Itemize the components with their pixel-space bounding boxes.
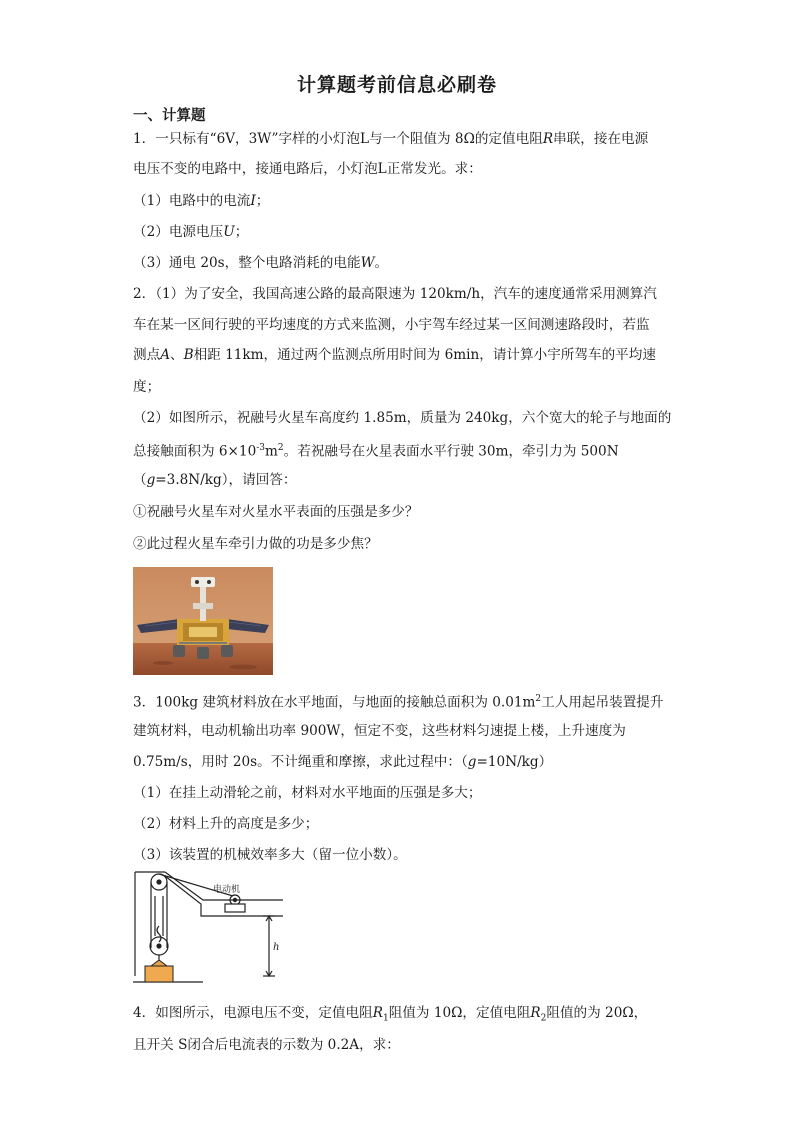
- q2-line-6: [133, 439, 673, 461]
- q2-line-7: [133, 471, 673, 489]
- q3-l1-a: 3．100kg 建筑材料放在水平地面，与地面的接触总面积为 0.01m: [133, 694, 536, 711]
- q3-line-1: [133, 690, 673, 712]
- q3-part-1: （1）在挂上动滑轮之前，材料对水平地面的压强是多大；: [133, 785, 482, 801]
- q2-sub-1: ①祝融号火星车对火星水平表面的压强是多少？: [133, 504, 419, 520]
- q4-l1-c: 阻值的为 20Ω，: [546, 1005, 648, 1021]
- q1-text: 1．一只标有“6V，3W”字样的小灯泡L与一个阻值为 8Ω的定值电阻: [133, 131, 543, 147]
- q1-var-w: W: [360, 255, 375, 271]
- q3-line-2: 建筑材料，电动机输出功率 900W，恒定不变，这些材料匀速提上楼，上升速度为: [133, 723, 626, 739]
- q3-part-2: （2）材料上升的高度是多少；: [133, 816, 319, 832]
- q2-line-3: [133, 346, 673, 364]
- q4-r2: R: [530, 1005, 541, 1021]
- q2-line-4: 度；: [133, 379, 161, 395]
- page-title: 计算题考前信息必刷卷: [296, 74, 497, 96]
- q2-l6-b: m: [265, 443, 278, 460]
- q1-p3-text: （3）通电 20s，整个电路消耗的电能: [133, 255, 361, 271]
- mars-rover-illustration: [133, 567, 273, 675]
- q3-l3-b: =10N/kg）: [476, 754, 553, 770]
- q2-l6-sup: -3: [256, 443, 266, 453]
- section-heading: 一、计算题: [133, 108, 206, 124]
- q2-point-b: B: [183, 347, 194, 363]
- q1-p2-text: （2）电源电压: [133, 224, 224, 240]
- q1-part-1: [133, 192, 673, 210]
- crane-diagram-svg: [133, 866, 293, 988]
- q1-var-i: I: [250, 193, 256, 209]
- q1-line-1: [133, 130, 673, 148]
- q4-l1-a: 4．如图所示，电源电压不变，定值电阻: [133, 1005, 373, 1021]
- q3-l3-a: 0.75m/s，用时 20s。不计绳重和摩擦，求此过程中：（: [133, 754, 468, 770]
- q4-line-2: 且开关 S闭合后电流表的示数为 0.2A，求：: [133, 1037, 400, 1053]
- q1-p2-end: ；: [234, 224, 249, 240]
- crane-pulley-diagram: [133, 866, 293, 988]
- q1-var-r: R: [542, 131, 554, 147]
- q4-l1-b: 阻值为 10Ω，定值电阻: [388, 1005, 531, 1021]
- q2-l3-b: 相距 11km，通过两个监测点所用时间为 6min，请计算小宇所驾车的平均速: [193, 347, 656, 363]
- q2-l3-sep: 、: [170, 347, 184, 363]
- q2-line-2: 车在某一区间行驶的平均速度的方式来监测，小宇驾车经过某一区间测速路段时，若监: [133, 317, 650, 333]
- q1-part-2: [133, 223, 673, 241]
- q1-line-2: 电压不变的电路中，接通电路后，小灯泡L正常发光。求：: [133, 161, 482, 177]
- q2-l6-sup2: 2: [277, 443, 284, 453]
- q1-var-u: U: [223, 224, 235, 240]
- height-label: h: [273, 942, 280, 953]
- q1-text-end: 串联，接在电源: [553, 131, 649, 147]
- motor-label: 电动机: [213, 885, 241, 895]
- q4-r1: R: [372, 1005, 383, 1021]
- q1-part-3: [133, 254, 673, 272]
- q2-l7-b: =3.8N/kg），请回答：: [155, 472, 297, 488]
- q2-sub-2: ②此过程火星车牵引力做的功是多少焦？: [133, 536, 378, 552]
- q3-line-3: [133, 753, 673, 771]
- q2-l6-a: 总接触面积为 6×10: [133, 443, 257, 460]
- q1-p1-text: （1）电路中的电流: [133, 193, 251, 209]
- q3-l1-sup: 2: [535, 694, 542, 704]
- q1-p1-end: ；: [255, 193, 270, 209]
- q2-point-a: A: [160, 347, 171, 363]
- q3-l1-b: 工人用起吊装置提升: [541, 694, 664, 711]
- mars-rover-image: [133, 567, 273, 675]
- q4-r2-sub: 2: [540, 1013, 547, 1024]
- q2-l7-a: （: [133, 472, 147, 488]
- q4-line-1: [133, 1004, 673, 1028]
- q3-part-3: （3）该装置的机械效率多大（留一位小数）。: [133, 847, 407, 863]
- q2-line-1: 2．（1）为了安全，我国高速公路的最高限速为 120km/h，汽车的速度通常采用测算汽: [133, 286, 657, 302]
- q3-var-g: g: [467, 754, 477, 770]
- q2-var-g: g: [146, 472, 156, 488]
- q2-line-5: （2）如图所示，祝融号火星车高度约 1.85m，质量为 240kg，六个宽大的轮子与地面的: [133, 410, 672, 426]
- q2-l6-c: 。若祝融号在火星表面水平行驶 30m，牵引力为 500N: [283, 443, 619, 460]
- q2-l3-a: 测点: [133, 347, 161, 363]
- q4-r1-sub: 1: [383, 1013, 389, 1024]
- q1-p3-end: 。: [374, 255, 389, 271]
